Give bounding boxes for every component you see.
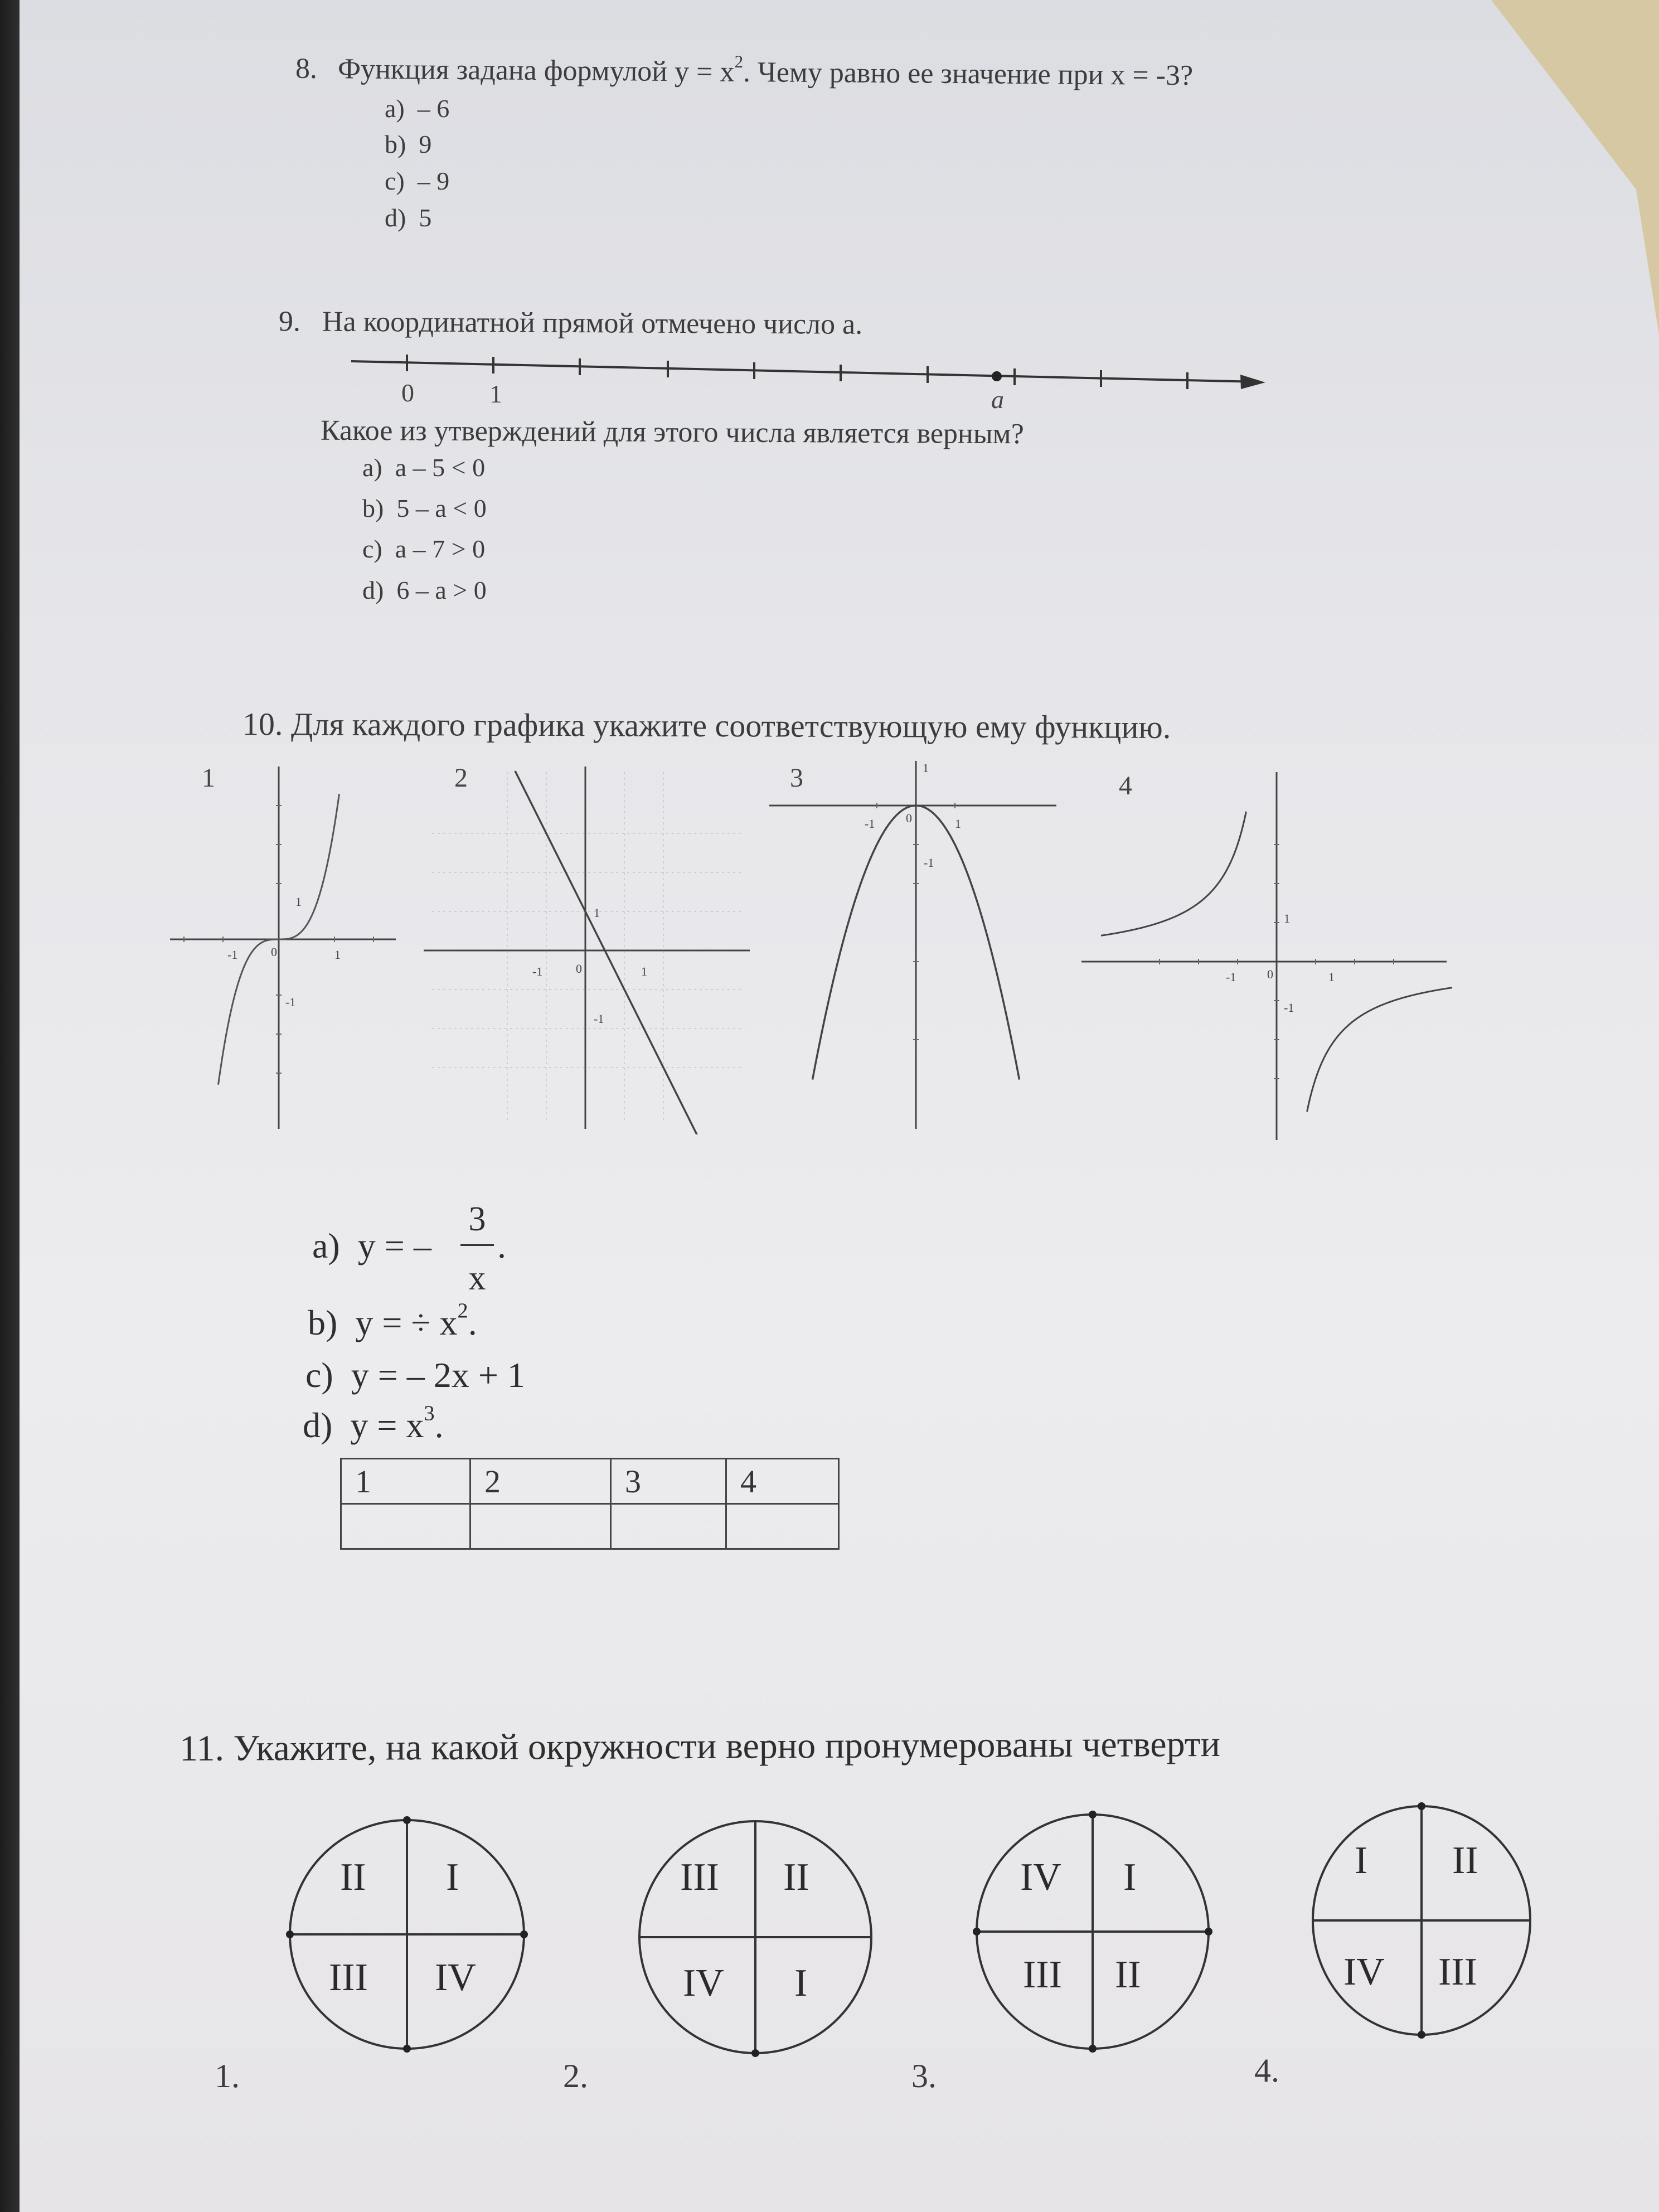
q8-option-a[interactable]: [385, 94, 449, 123]
function-a-end: .: [497, 1226, 506, 1265]
q9-title: [279, 305, 862, 341]
number-line: [346, 351, 1282, 413]
function-prefix: y = –: [357, 1226, 431, 1265]
function-end: .: [434, 1405, 444, 1445]
q11-title: 11. Укажите, на какой окружности верно пронумерованы четверти: [179, 1723, 1221, 1769]
quadrant-label: IV: [1343, 1951, 1385, 1993]
option-letter: c): [362, 535, 382, 563]
option-letter: d): [385, 203, 406, 232]
quadrant-label: IV: [683, 1962, 724, 2005]
number-line-axis: [351, 361, 1260, 382]
quadrant-label: III: [1023, 1953, 1062, 1996]
option-letter: a): [362, 453, 382, 482]
function-text: y = x: [350, 1405, 424, 1445]
quadrant-label: I: [1355, 1839, 1368, 1882]
quadrant-label: III: [1438, 1951, 1477, 1993]
tick-label: -1: [532, 964, 543, 978]
option-letter: d): [362, 576, 384, 604]
q9-option-b[interactable]: [362, 493, 487, 523]
tick-label: -1: [1226, 970, 1236, 984]
option-letter: c): [385, 167, 405, 195]
tick-label: 0: [906, 811, 912, 825]
header-cell: 1: [341, 1459, 470, 1504]
fraction-bar: [460, 1244, 494, 1246]
function-c: [305, 1355, 525, 1396]
tick-label: 1: [1328, 970, 1335, 984]
q8-title: [295, 52, 1194, 93]
q8-option-c[interactable]: [385, 166, 449, 196]
function-letter: c): [305, 1355, 333, 1395]
function-letter: a): [312, 1226, 340, 1265]
quadrant-label: II: [1115, 1953, 1141, 1996]
option-value: 6 – a > 0: [396, 576, 487, 604]
graph-label: 2: [454, 763, 468, 793]
function-b: [308, 1299, 477, 1343]
tick-label: -1: [924, 856, 934, 870]
tick-label: 1: [334, 948, 341, 962]
q8-number: 8.: [295, 52, 318, 85]
circle-2-label: 2.: [563, 2058, 588, 2094]
graph-2: [421, 755, 755, 1134]
tick-label: 0: [271, 945, 277, 959]
quadrant-label: I: [794, 1962, 808, 2005]
function-a: [312, 1225, 431, 1267]
function-letter: b): [308, 1303, 338, 1342]
tick-label-zero: 0: [401, 379, 414, 407]
tick-label: -1: [1284, 1001, 1294, 1015]
option-value: a – 5 < 0: [395, 453, 486, 482]
fraction-denominator: x: [468, 1259, 486, 1297]
option-value: 5: [419, 203, 432, 232]
tick-label: -1: [865, 817, 875, 831]
option-value: 5 – a < 0: [396, 494, 487, 522]
option-value: 9: [419, 130, 432, 158]
hyperbola-branch-left: [1101, 812, 1246, 936]
tick-label: 1: [594, 906, 600, 920]
quadrant-label: II: [340, 1856, 366, 1899]
option-letter: a): [385, 94, 405, 123]
tick-label: 1: [955, 817, 961, 831]
function-d: [303, 1401, 444, 1446]
quadrant-label: III: [680, 1856, 719, 1899]
q8-option-b[interactable]: [385, 129, 431, 159]
function-letter: d): [303, 1405, 333, 1445]
answer-table-header: [341, 1459, 839, 1504]
quadrant-label: I: [446, 1856, 459, 1899]
function-end: .: [468, 1303, 477, 1342]
graph-1: [167, 755, 401, 1134]
header-cell: 4: [726, 1459, 839, 1504]
grid-lines: [432, 772, 744, 1123]
tick-label: 0: [576, 962, 582, 976]
option-value: – 9: [417, 167, 450, 195]
function-exponent: 2: [457, 1299, 468, 1323]
option-value: – 6: [417, 94, 450, 123]
graph-label: 4: [1119, 771, 1132, 801]
option-value: a – 7 > 0: [395, 535, 486, 563]
answer-cell[interactable]: [611, 1504, 726, 1549]
q9-number: 9.: [278, 305, 301, 338]
graph-label: 1: [202, 763, 215, 793]
circle-1[interactable]: [279, 1801, 546, 2090]
q8-exponent: 2: [734, 51, 744, 72]
tick-label-one: 1: [489, 380, 502, 408]
function-text: y = – 2x + 1: [351, 1355, 525, 1395]
number-line-arrow: [1240, 375, 1265, 389]
circle-3-label: 3.: [911, 2058, 937, 2094]
graph-4: [1079, 755, 1458, 1146]
tick-label: 1: [1284, 911, 1290, 925]
option-letter: b): [362, 494, 384, 522]
option-letter: b): [385, 130, 406, 158]
function-text: y = ÷ x: [355, 1303, 458, 1342]
tick-label: -1: [227, 948, 238, 962]
point-a: [992, 371, 1002, 381]
q9-option-c[interactable]: [362, 534, 485, 564]
q9-text: На координатной прямой отмечено число a.: [322, 305, 863, 341]
q9-option-d[interactable]: [362, 575, 487, 605]
fraction-numerator: 3: [468, 1200, 486, 1238]
answer-table: [340, 1458, 840, 1550]
graph-label: 3: [790, 763, 803, 793]
quadrant-label: II: [1452, 1839, 1478, 1882]
tick-label: -1: [285, 995, 296, 1009]
circle-2[interactable]: [627, 1801, 895, 2090]
q9-option-a[interactable]: [362, 453, 485, 482]
tick-label: 1: [641, 964, 647, 978]
quadrant-label: IV: [435, 1956, 476, 1999]
function-exponent: 3: [424, 1401, 435, 1425]
tick-label: -1: [594, 1012, 604, 1026]
tick-label: 1: [295, 895, 302, 909]
q8-text-before: Функция задана формулой y = x: [337, 53, 735, 88]
quadrant-label: III: [329, 1956, 368, 1999]
header-cell: 2: [470, 1459, 611, 1504]
answer-cell[interactable]: [341, 1504, 470, 1549]
q10-title: 10. Для каждого графика укажите соответствующую ему функцию.: [242, 706, 1171, 745]
graph-3: [767, 755, 1068, 1134]
hyperbola-branch-right: [1307, 988, 1452, 1112]
tick-label: 0: [1267, 967, 1273, 981]
q8-option-d[interactable]: [385, 203, 431, 232]
line-linear: [515, 771, 698, 1134]
circle-4[interactable]: [1304, 1789, 1572, 2079]
circle-1-label: 1.: [215, 2058, 240, 2094]
tick-label-a: a: [991, 385, 1004, 413]
answer-cell[interactable]: [726, 1504, 839, 1549]
header-cell: 3: [611, 1459, 726, 1504]
quadrant-label: I: [1123, 1856, 1137, 1899]
quadrant-label: II: [783, 1856, 809, 1899]
q8-text-after: . Чему равно ее значение при x = -3?: [743, 56, 1194, 92]
tick-label: 1: [923, 761, 929, 775]
q9-question: Какое из утверждений для этого числа является верным?: [320, 414, 1024, 450]
answer-table-row: [341, 1504, 839, 1549]
quadrant-label: IV: [1020, 1856, 1061, 1899]
answer-cell[interactable]: [470, 1504, 611, 1549]
circle-4-label: 4.: [1254, 2052, 1279, 2089]
circle-3[interactable]: [967, 1798, 1235, 2088]
